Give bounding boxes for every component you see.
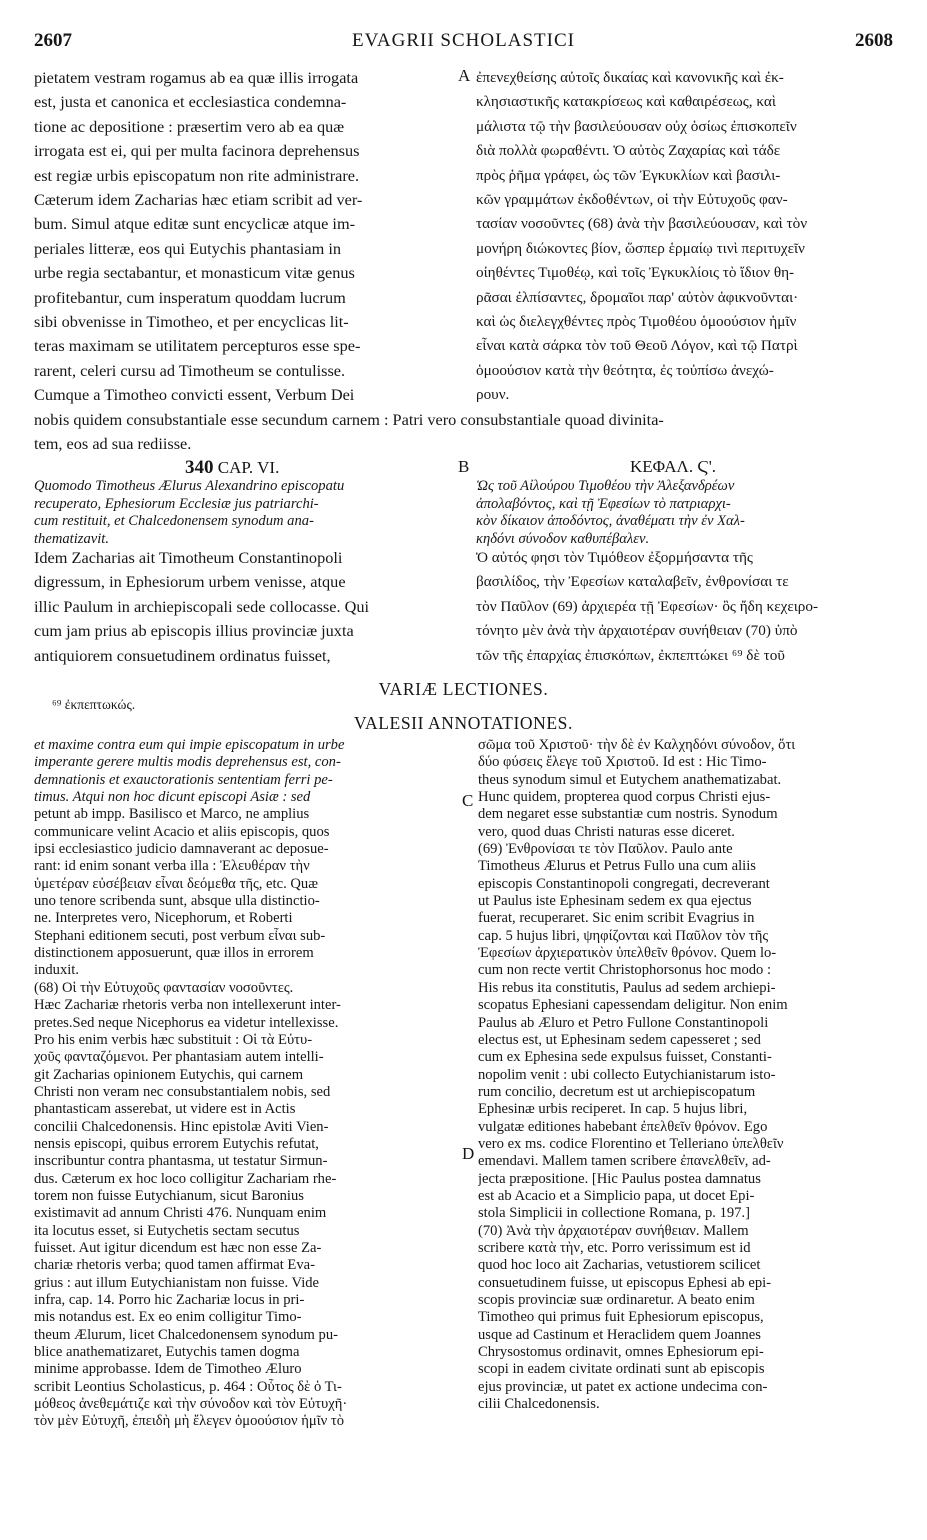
- annotation-line: theus synodum simul et Eutychem anathematizabat.: [478, 771, 782, 788]
- annotation-line: scopis provinciæ suæ ordinaretur. A beato enim: [478, 1292, 755, 1308]
- text-line: τὸν Παῦλον (69) ἀρχιερέα τῇ Ἐφεσίων· ὃς ἤδη κεχειρο-: [476, 597, 819, 615]
- text-line: κῶν γραμμάτων ἐκδοθέντων, οἱ τὴν Εὐτυχοῦς φαν-: [476, 191, 788, 209]
- summary-line: ἀπολαβόντος, καὶ τῇ Ἐφεσίων τὸ πατριαρχι-: [476, 495, 731, 512]
- text-line: καὶ ὡς διελεγχθέντες πρὸς Τιμοθέου ὁμοούσιον ἡμῖν: [476, 313, 797, 331]
- greek-text-top: [476, 66, 894, 408]
- text-line: ἐπενεχθείσης αὐτοῖς δικαίας καὶ κανονικῆς καὶ ἐκ-: [476, 69, 784, 86]
- summary-line: κὸν δίκαιον ἀποδόντος, ἀναθέματι τὴν ἐν Χαλ-: [476, 513, 745, 529]
- annotation-line: δύο φύσεις ἔλεγε τοῦ Χριστοῦ. Id est : Hic Timo-: [478, 754, 767, 771]
- latin-chapter-label: CAP. VI.: [217, 458, 280, 477]
- text-line: nobis quidem consubstantiale esse secundum carnem : Patri vero consubstantiale quoad divinita-: [34, 410, 664, 429]
- text-line: μάλιστα τῷ τὴν βασιλεύουσαν οὐχ ὁσίως ἐπισκοπεῖν: [476, 117, 797, 135]
- annotation-line: cap. 5 hujus libri, ψηφίζονται καὶ Παῦλον τὸν τῆς: [478, 927, 769, 944]
- text-line: ὁμοούσιον κατὰ τὴν θεότητα, ἐς τοὐπίσω ἀνεχώ-: [476, 361, 774, 379]
- margin-marker-d: D: [462, 1144, 475, 1163]
- annotation-line: Ephesinæ urbis reciperet. In cap. 5 hujus libri,: [478, 1101, 748, 1118]
- annotation-line: petunt ab impp. Basilisco et Marco, ne amplius: [34, 806, 310, 823]
- annotation-line: Stephani editionem secuti, post verbum εἶναι sub-: [34, 927, 326, 944]
- annotation-line: χοῦς φανταζόμενοι. Per phantasiam autem intelli-: [34, 1049, 324, 1066]
- text-line: κλησιαστικῆς κατακρίσεως καὶ καθαιρέσεως, καὶ: [476, 93, 776, 111]
- annotation-line: Paulus ab Æluro et Petro Fullone Constantinopoli: [478, 1014, 769, 1031]
- annotation-line: fuerat, recuperaret. Sic enim scribit Evagrius in: [478, 910, 755, 927]
- annotation-line: rum concilio, decretum est ut archiepiscopatum: [478, 1083, 756, 1100]
- annotation-line: mis notandus est. Ex eo enim colligitur Timo-: [34, 1309, 302, 1326]
- annotation-line: existimavit ad annum Christi 476. Nunquam enim: [34, 1205, 327, 1222]
- annotation-line: distinctionem apposuerunt, quæ illos in errorem: [34, 945, 314, 962]
- text-line: ρουν.: [476, 386, 510, 404]
- annotation-line: Hæc Zachariæ rhetoris verba non intellexerunt inter-: [34, 997, 341, 1014]
- annotation-line: nensis episcopi, quibus errorem Eutychis refutat,: [34, 1135, 319, 1152]
- annotation-line: grius : aut illum Eutychianistam non fuisse. Vide: [34, 1274, 320, 1291]
- page-header: [34, 30, 893, 56]
- text-line: tione ac depositione : præsertim vero ab ea quæ: [34, 116, 345, 136]
- text-line: est, justa et canonica et ecclesiastica condemna-: [34, 92, 347, 112]
- annotation-line: Hunc quidem, propterea quod corpus Christi ejus-: [478, 789, 771, 806]
- text-line: teras maximam se utilitatem percepturos esse spe-: [34, 336, 361, 356]
- annotation-line: et maxime contra eum qui impie episcopatum in urbe: [34, 737, 345, 753]
- annotation-line: Pro his enim verbis hæc substituit : Οἱ τὰ Εὐτυ-: [34, 1031, 313, 1048]
- annotation-line: Ἐφεσίων ἀρχιερατικὸν ὑπελθεῖν θρόνον. Quem lo-: [478, 945, 777, 962]
- annotation-line: emendavi. Mallem tamen scribere ἐπανελθεῖν, ad-: [478, 1153, 771, 1170]
- chapter-column-number: 340: [185, 457, 214, 478]
- summary-line: thematizavit.: [34, 530, 109, 547]
- annotation-line: scribit Leontius Scholasticus, p. 464 : Οὗτος δὲ ὁ Τι-: [34, 1378, 342, 1395]
- annotation-line: episcopis Constantinopoli congregati, decreverant: [478, 875, 770, 892]
- annotation-line: μόθεος ἀνεθεμάτιζε καὶ τὴν σύνοδον καὶ τὸν Εὐτυχῆ·: [34, 1396, 348, 1413]
- annotation-line: Chrysostomus ordinavit, omnes Ephesiorum epi-: [478, 1344, 764, 1361]
- annotation-line: His rebus ita constitutis, Paulus ad sedem archiepi-: [478, 979, 776, 996]
- greek-chapter-label: ΚΕΦΑΛ. Ϛ'.: [630, 457, 717, 476]
- annotation-line: timus. Atqui non hoc dicunt episcopi Asiæ : sed: [34, 789, 311, 806]
- greek-chapter-summary: [476, 478, 894, 548]
- text-line: τῶν τῆς ἐπαρχίας ἐπισκόπων, ἐκπεπτώκει ⁶⁹ δὲ τοῦ: [476, 646, 785, 664]
- text-line: τασίαν νοσοῦντες (68) ἀνὰ τὴν βασιλεύουσαν, καὶ τὸν: [476, 215, 808, 233]
- greek-text-body: [476, 546, 894, 668]
- annotation-line: Timotheus Ælurus et Petrus Fullo una cum aliis: [478, 858, 756, 875]
- annotation-line: induxit.: [34, 962, 79, 979]
- text-line: cum jam prius ab episcopis illius provinciæ juxta: [34, 621, 354, 641]
- margin-marker-b: B: [458, 457, 470, 476]
- text-line: μονήρη διώκοντες βίον, ὥσπερ ἑρμαίῳ τινὶ περιτυχεῖν: [476, 239, 805, 257]
- text-line: πρὸς ῥῆμα γράφει, ὡς τῶν Ἐγκυκλίων καὶ βασιλι-: [476, 166, 781, 184]
- annotation-line: vero ex ms. codice Florentino et Telleriano ὑπελθεῖν: [478, 1135, 784, 1152]
- annotation-line: ὑμετέραν εὐσέβειαν εἶναι δεόμεθα τῆς, etc. Quæ: [34, 875, 318, 892]
- annotation-line: ut Paulus iste Ephesinam sedem ex qua ejectus: [478, 893, 752, 910]
- annotation-line: usque ad Castinum et Heraclidem quem Joannes: [478, 1326, 761, 1343]
- text-line: antiquiorem consuetudinem ordinatus fuisset,: [34, 645, 331, 665]
- annotation-line: est ab Acacio et a Simplicio papa, ut docet Epi-: [478, 1187, 755, 1204]
- text-line: Cumque a Timotheo convicti essent, Verbum Dei: [34, 385, 355, 405]
- right-page-number: 2608: [855, 30, 893, 51]
- annotation-line: nopolim venit : ubi collecto Eutychianistarum isto-: [478, 1066, 776, 1083]
- annotation-line: scopi in eadem civitate ordinati sunt ab episcopis: [478, 1361, 765, 1378]
- text-line: ρᾶσαι ἐλπίσαντες, δρομαῖοι παρ' αὐτὸν ἀφικνοῦνται·: [476, 288, 799, 306]
- text-line: sibi obvenisse in Timotheo, et per encyclicas lit-: [34, 312, 349, 332]
- summary-line: Ὡς τοῦ Αἰλούρου Τιμοθέου τὴν Ἀλεξανδρέων: [476, 478, 735, 494]
- annotation-line: minime approbasse. Idem de Timotheo Æluro: [34, 1361, 302, 1378]
- valesii-annotationes-title: VALESII ANNOTATIONES.: [354, 713, 573, 733]
- greek-chapter-heading: [630, 457, 716, 477]
- annotation-line: consuetudinem fuisse, ut episcopus Ephesi ab epi-: [478, 1274, 772, 1291]
- text-line: Idem Zacharias ait Timotheum Constantinopoli: [34, 548, 343, 567]
- text-line: profitebantur, cum insperatum quoddam lucrum: [34, 287, 346, 307]
- margin-marker-c: C: [462, 791, 474, 810]
- annotation-line: jecta præpositione. [Hic Paulus postea damnatus: [478, 1170, 761, 1187]
- annotation-line: vero, quod duas Christi naturas esse diceret.: [478, 823, 735, 840]
- annotation-line: inscribuntur contra phantasma, ut testatur Sirmun-: [34, 1153, 328, 1170]
- text-line: periales litteræ, eos qui Eutychis phantasiam in: [34, 238, 342, 258]
- annotation-line: electus est, ut Ephesinam sedem capesseret ; sed: [478, 1031, 761, 1048]
- annotation-line: torem non fuisse Eutychianum, sicut Baronius: [34, 1187, 304, 1204]
- latin-text-body: [34, 546, 456, 668]
- annotation-line: infra, cap. 14. Porro hic Zachariæ locus in pri-: [34, 1292, 305, 1308]
- annotation-line: communicare velint Acacio et aliis episcopis, quos: [34, 823, 330, 840]
- annotation-line: (68) Οἱ τὴν Εὐτυχοῦς φαντασίαν νοσοῦντες.: [34, 979, 294, 996]
- text-line: bum. Simul atque editæ sunt encyclicæ atque im-: [34, 214, 356, 234]
- annotation-line: quod hoc loco ait Zacharias, vetustiorem scilicet: [478, 1257, 761, 1274]
- text-line: digressum, in Ephesiorum urbem venisse, atque: [34, 572, 346, 592]
- text-line: εἶναι κατὰ σάρκα τὸν τοῦ Θεοῦ Λόγον, καὶ τῷ Πατρὶ: [476, 337, 798, 355]
- annotation-line: ne. Interpretes vero, Nicephorum, et Roberti: [34, 910, 293, 927]
- text-line: urbe regia sectabantur, et monasticum vitæ genus: [34, 263, 355, 283]
- annotation-line: cum non recte vertit Christophorsonus hoc modo :: [478, 962, 772, 979]
- text-line: οἰηθέντες Τιμοθέῳ, καὶ τοῖς Ἐγκυκλίοις τὸ ἴδιον θη-: [476, 264, 795, 282]
- annotation-line: ipsi ecclesiastico judicio damnaverant ac deposue-: [34, 841, 329, 858]
- text-line: Cæterum idem Zacharias hæc etiam scribit ad ver-: [34, 190, 363, 210]
- annotation-line: σῶμα τοῦ Χριστοῦ· τὴν δὲ ἐν Καλχηδόνι σύνοδον, ὅτι: [478, 737, 796, 753]
- annotation-line: blice anathematizaret, Eutychis tamen dogma: [34, 1344, 300, 1361]
- annotation-line: demnationis et exauctorationis sententiam ferri pe-: [34, 771, 333, 788]
- annotation-line: fuisset. Aut igitur dicendum est hæc non esse Za-: [34, 1239, 322, 1256]
- variae-lectiones-title: VARIÆ LECTIONES.: [378, 679, 549, 699]
- latin-chapter-summary: [34, 478, 456, 548]
- annotation-line: Timotheo qui primus fuit Ephesiorum episcopus,: [478, 1309, 764, 1326]
- annotation-line: Christi non veram nec consubstantialem nobis, sed: [34, 1083, 331, 1100]
- annotation-line: (70) Ἀνὰ τὴν ἀρχαιοτέραν συνήθειαν. Mallem: [478, 1222, 749, 1239]
- annotation-line: scribere κατὰ τὴν, etc. Porro verissimum est id: [478, 1239, 751, 1256]
- annotation-line: chariæ rhetoris verba; quod tamen affirmat Eva-: [34, 1257, 315, 1274]
- text-line: irrogata est ei, qui per multa facinora deprehensus: [34, 141, 360, 161]
- text-line: tem, eos ad sua rediisse.: [34, 434, 192, 454]
- text-line: est regiæ urbis episcopatum non rite administrare.: [34, 165, 360, 185]
- annotation-line: (69) Ἐνθρονίσαι τε τὸν Παῦλον. Paulo ante: [478, 841, 733, 858]
- annotation-line: dem negaret esse substantiæ cum nostris. Synodum: [478, 806, 778, 823]
- annotation-line: rant: id enim sonant verba illa : Ἐλευθέραν τὴν: [34, 858, 310, 875]
- annotation-line: stola Simplicii in collectione Romana, p. 197.]: [478, 1205, 750, 1222]
- annotation-line: τὸν μὲν Εὐτυχῆ, ἐπειδὴ μὴ ἔλεγεν ὁμοούσιον ἡμῖν τὸ: [34, 1413, 345, 1430]
- text-line: βασιλίδος, τὴν Ἐφεσίων καταλαβεῖν, ἐνθρονίσαι τε: [476, 573, 789, 591]
- annotation-line: scopatus Ephesiani capessendam deligitur. Non enim: [478, 997, 788, 1014]
- annotation-line: dus. Cæterum ex hoc loco colligitur Zachariam rhe-: [34, 1170, 337, 1187]
- latin-text-top: [34, 66, 456, 408]
- text-line: illic Paulum in archiepiscopali sede collocasse. Qui: [34, 596, 370, 616]
- annotation-line: ejus provinciæ, ut patet ex actione undecima con-: [478, 1378, 768, 1395]
- annotation-line: pretes.Sed neque Nicephorus ea videtur intellexisse.: [34, 1014, 339, 1031]
- text-line: Ὁ αὐτός φησι τὸν Τιμόθεον ἐξορμήσαντα τῆς: [476, 549, 753, 566]
- annotation-line: phantasticam asserebat, ut videre est in Actis: [34, 1101, 296, 1118]
- annotation-line: uno tenore scribenda sunt, absque ulla distinctio-: [34, 893, 320, 910]
- summary-line: Quomodo Timotheus Ælurus Alexandrino episcopatu: [34, 478, 345, 494]
- running-title: EVAGRII SCHOLASTICI: [352, 30, 575, 51]
- text-line: rarent, celeri cursu ad Timotheum se contulisse.: [34, 360, 346, 380]
- text-line: τόνητο μὲν ἀνὰ τὴν ἀρχαιοτέραν συνήθειαν (70) ὑπὸ: [476, 622, 798, 640]
- annotation-line: theum Ælurum, licet Chalcedonensem synodum pu-: [34, 1326, 338, 1343]
- text-line: διὰ πολλὰ φωραθέντι. Ὁ αὐτὸς Ζαχαρίας καὶ τάδε: [476, 142, 781, 160]
- summary-line: κηδόνι σύνοδον καθυπέβαλεν.: [476, 530, 650, 547]
- annotation-line: git Zacharias opinionem Eutychis, qui carnem: [34, 1066, 304, 1083]
- margin-marker-a: A: [458, 66, 471, 85]
- annotations-left-column: [34, 737, 458, 1431]
- left-page-number: 2607: [34, 30, 72, 51]
- variae-lectiones-note: ⁶⁹ ἐκπεπτωκώς.: [52, 697, 136, 712]
- annotation-line: ita locutus esset, si Eutychetis sectam secutus: [34, 1222, 300, 1239]
- annotation-line: cilii Chalcedonensis.: [478, 1396, 600, 1413]
- annotation-line: imperante gerere multis modis deprehensus est, con-: [34, 754, 341, 771]
- latin-text-full-width: [34, 408, 894, 457]
- text-line: pietatem vestram rogamus ab ea quæ illis irrogata: [34, 68, 359, 87]
- summary-line: cum restituit, et Chalcedonensem synodum ana-: [34, 513, 314, 529]
- annotation-line: vulgatæ editiones habebant ἐπελθεῖν θρόνον. Ego: [478, 1118, 768, 1135]
- annotation-line: cum ex Ephesina sede expulsus fuisset, Constanti-: [478, 1049, 772, 1066]
- latin-chapter-heading: [185, 457, 279, 479]
- annotations-right-column: [478, 737, 896, 1413]
- summary-line: recuperato, Ephesiorum Ecclesiæ jus patriarchi-: [34, 495, 319, 512]
- annotation-line: concilii Chalcedonensis. Hinc epistolæ Aviti Vien-: [34, 1118, 329, 1135]
